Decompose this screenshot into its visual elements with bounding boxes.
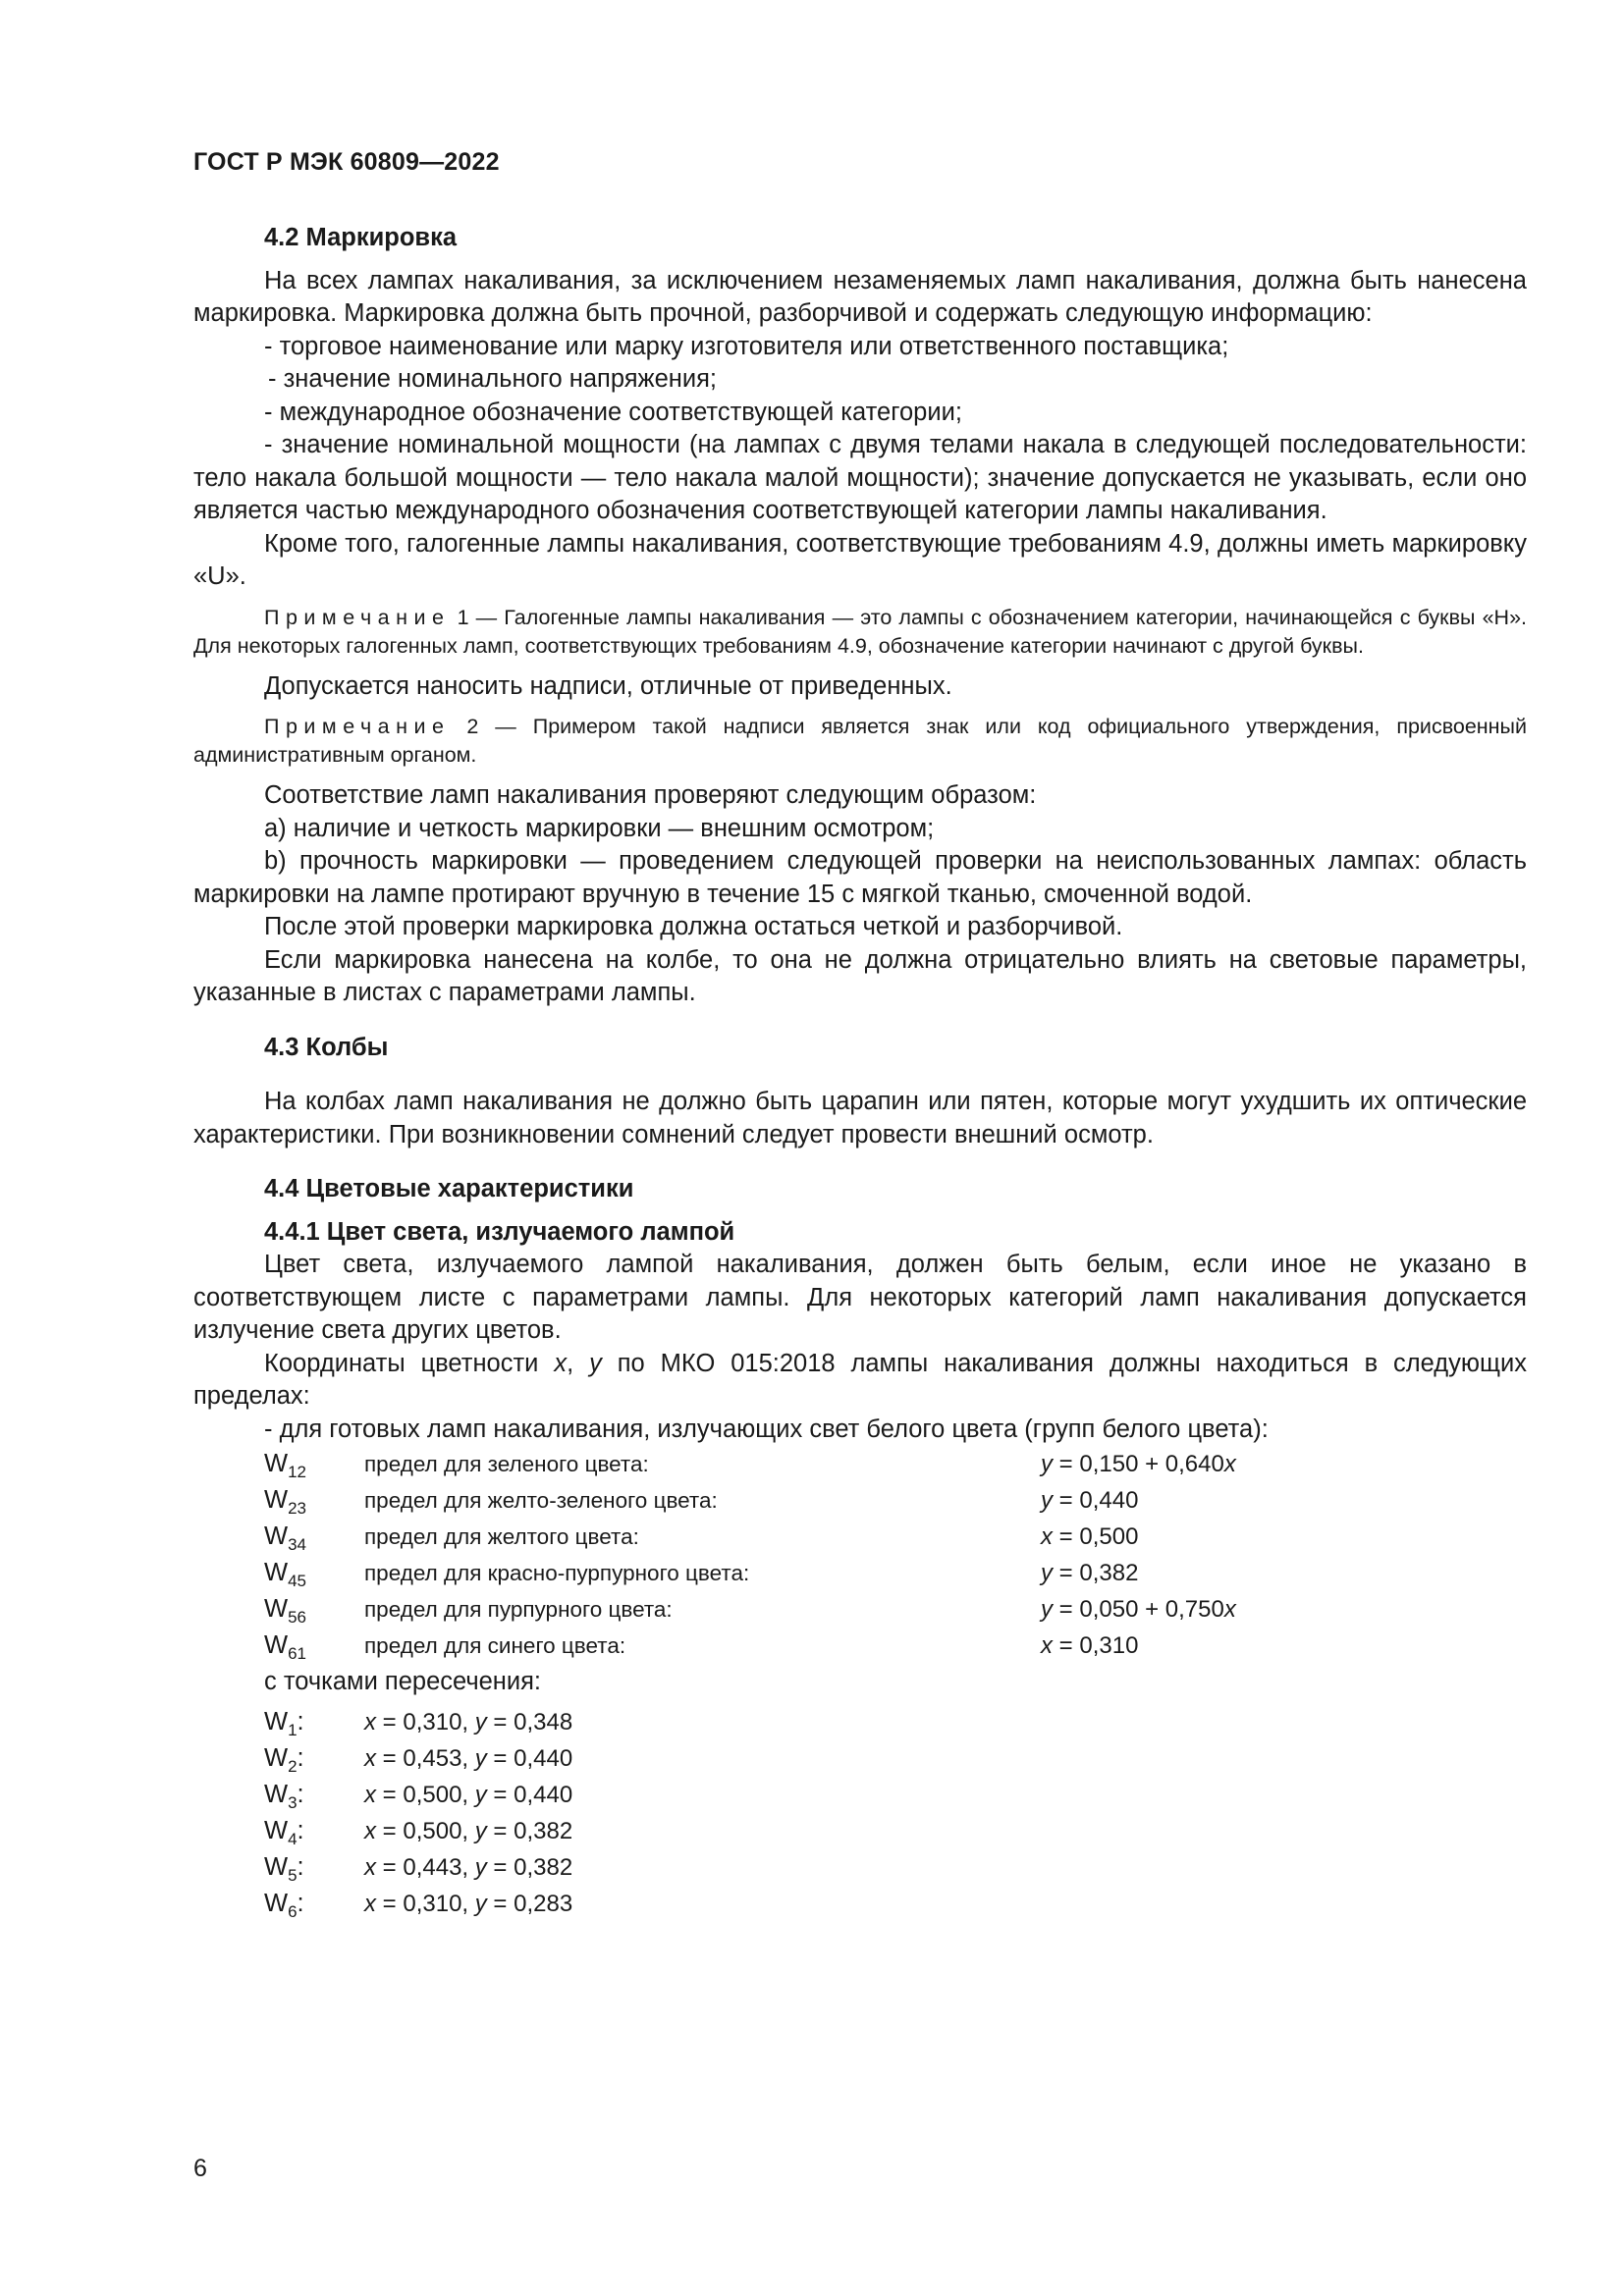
paragraph: После этой проверки маркировка должна остаться четкой и разборчивой.: [264, 913, 1123, 940]
point-coords: x = 0,310, y = 0,283: [364, 1891, 573, 1917]
limit-formula: y = 0,440: [1041, 1487, 1139, 1514]
limit-row: [193, 1555, 1527, 1591]
point-coords: x = 0,443, y = 0,382: [364, 1854, 573, 1881]
limit-code: $W_{23}$: [264, 1486, 306, 1518]
paragraph: [193, 1348, 1527, 1414]
limit-formula: x = 0,500: [1041, 1523, 1139, 1550]
limit-row: [193, 1519, 1527, 1555]
limit-row: [193, 1482, 1527, 1519]
paragraph: Кроме того, галогенные лампы накаливания, соответствующие требованиям 4.9, должны иметь маркировку «U».: [193, 529, 1527, 590]
paragraph: На всех лампах накаливания, за исключением незаменяемых ламп накаливания, должна быть нанесена маркировка. Маркировка должна быть прочной, разборчивой и содержать следующую информацию:: [193, 266, 1527, 327]
points-table: [193, 1704, 1527, 1922]
point-row: [193, 1813, 1527, 1849]
section-4-4-title: 4.4 Цветовые характеристики: [264, 1175, 634, 1202]
limit-code: $W_{56}$: [264, 1595, 306, 1627]
point-row: [193, 1777, 1527, 1813]
point-row: [193, 1886, 1527, 1922]
document-body: [193, 222, 1527, 1922]
limit-row: [193, 1591, 1527, 1628]
list-item: - торговое наименование или марку изготовителя или ответственного поставщика;: [264, 332, 1229, 360]
point-coords: x = 0,453, y = 0,440: [364, 1745, 573, 1772]
limit-formula: y = 0,382: [1041, 1560, 1139, 1586]
limit-desc: предел для пурпурного цвета:: [364, 1597, 673, 1622]
var-y: y: [589, 1349, 602, 1377]
paragraph: Цвет света, излучаемого лампой накаливания, должен быть белым, если иное не указано в соответствующем листе с параметрами лампы. Для некоторых категорий ламп накаливания допускается излучение света других цветов.: [193, 1251, 1527, 1344]
point-coords: x = 0,310, y = 0,348: [364, 1709, 573, 1735]
point-code: $W_4$:: [264, 1817, 304, 1848]
limit-desc: предел для синего цвета:: [364, 1633, 626, 1658]
point-row: [193, 1740, 1527, 1777]
text-run: Координаты цветности: [264, 1349, 555, 1377]
list-item: - международное обозначение соответствующей категории;: [264, 398, 962, 426]
note-1: [193, 604, 1527, 661]
paragraph: Допускается наносить надписи, отличные от приведенных.: [264, 671, 952, 700]
section-4-2-title: 4.2 Маркировка: [264, 224, 458, 251]
limit-formula: x = 0,310: [1041, 1632, 1139, 1659]
paragraph: b) прочность маркировки — проведением следующей проверки на неиспользованных лампах: область маркировки на лампе протирают вручную в течение 15 с мягкой тканью, смоченной водой.: [193, 847, 1527, 908]
point-code: $W_6$:: [264, 1890, 304, 1921]
note-text: 1 — Галогенные лампы накаливания — это лампы с обозначением категории, начинающейся с буквы «H». Для некоторых галогенных ламп, соответствующих требованиям 4.9, обозначение категории начинают с другой буквы.: [193, 605, 1527, 658]
limit-desc: предел для желто-зеленого цвета:: [364, 1488, 718, 1513]
paragraph: Соответствие ламп накаливания проверяют следующим образом:: [264, 781, 1037, 809]
point-code: $W_1$:: [264, 1708, 304, 1739]
point-row: [193, 1849, 1527, 1886]
limit-formula: y = 0,050 + 0,750x: [1041, 1596, 1236, 1623]
document-header: ГОСТ Р МЭК 60809—2022: [193, 148, 500, 176]
text-run: ,: [567, 1349, 590, 1377]
limit-desc: предел для желтого цвета:: [364, 1524, 639, 1549]
limit-row: [193, 1446, 1527, 1482]
limit-desc: предел для красно-пурпурного цвета:: [364, 1561, 750, 1585]
limit-formula: y = 0,150 + 0,640x: [1041, 1451, 1236, 1477]
point-coords: x = 0,500, y = 0,382: [364, 1818, 573, 1844]
text-run: по МКО 015:2018 лампы накаливания должны находиться в следующих пределах:: [193, 1349, 1528, 1410]
limit-code: $W_{12}$: [264, 1450, 306, 1481]
note-2: [193, 713, 1527, 770]
point-code: $W_5$:: [264, 1853, 304, 1885]
note-text: 2 — Примером такой надписи является знак или код официального утверждения, присвоенный административным органом.: [193, 715, 1527, 767]
point-coords: x = 0,500, y = 0,440: [364, 1782, 573, 1808]
limit-desc: предел для зеленого цвета:: [364, 1452, 649, 1476]
paragraph: - для готовых ламп накаливания, излучающих свет белого цвета (групп белого цвета):: [264, 1415, 1269, 1443]
paragraph: с точками пересечения:: [264, 1668, 542, 1695]
point-code: $W_3$:: [264, 1781, 304, 1812]
paragraph: Если маркировка нанесена на колбе, то она не должна отрицательно влиять на световые параметры, указанные в листах с параметрами лампы.: [193, 945, 1527, 1006]
limit-code: $W_{61}$: [264, 1631, 306, 1663]
list-item: - значение номинальной мощности (на лампах с двумя телами накала в следующей последовательности: тело накала большой мощности — тело накала малой мощности); значение допускается не указывать, если оно является частью международного обозначения соответствующей категории лампы накаливания.: [193, 431, 1527, 524]
paragraph: На колбах ламп накаливания не должно быть царапин или пятен, которые могут ухудшить их оптические характеристики. При возникновении сомнений следует провести внешний осмотр.: [193, 1088, 1527, 1148]
section-4-3-title: 4.3 Колбы: [264, 1033, 389, 1061]
point-code: $W_2$:: [264, 1744, 304, 1776]
page-number: 6: [193, 2155, 207, 2182]
note-label: Примечание: [264, 605, 451, 629]
point-row: [193, 1704, 1527, 1740]
limit-row: [193, 1628, 1527, 1664]
section-4-4-1-title: 4.4.1 Цвет света, излучаемого лампой: [264, 1217, 735, 1246]
limit-code: $W_{45}$: [264, 1559, 306, 1590]
paragraph: a) наличие и четкость маркировки — внешним осмотром;: [264, 814, 935, 842]
limit-code: $W_{34}$: [264, 1522, 306, 1554]
var-x: x: [554, 1349, 568, 1377]
limits-table: [193, 1446, 1527, 1664]
note-label: Примечание: [264, 715, 451, 738]
list-item: - значение номинального напряжения;: [268, 365, 718, 393]
